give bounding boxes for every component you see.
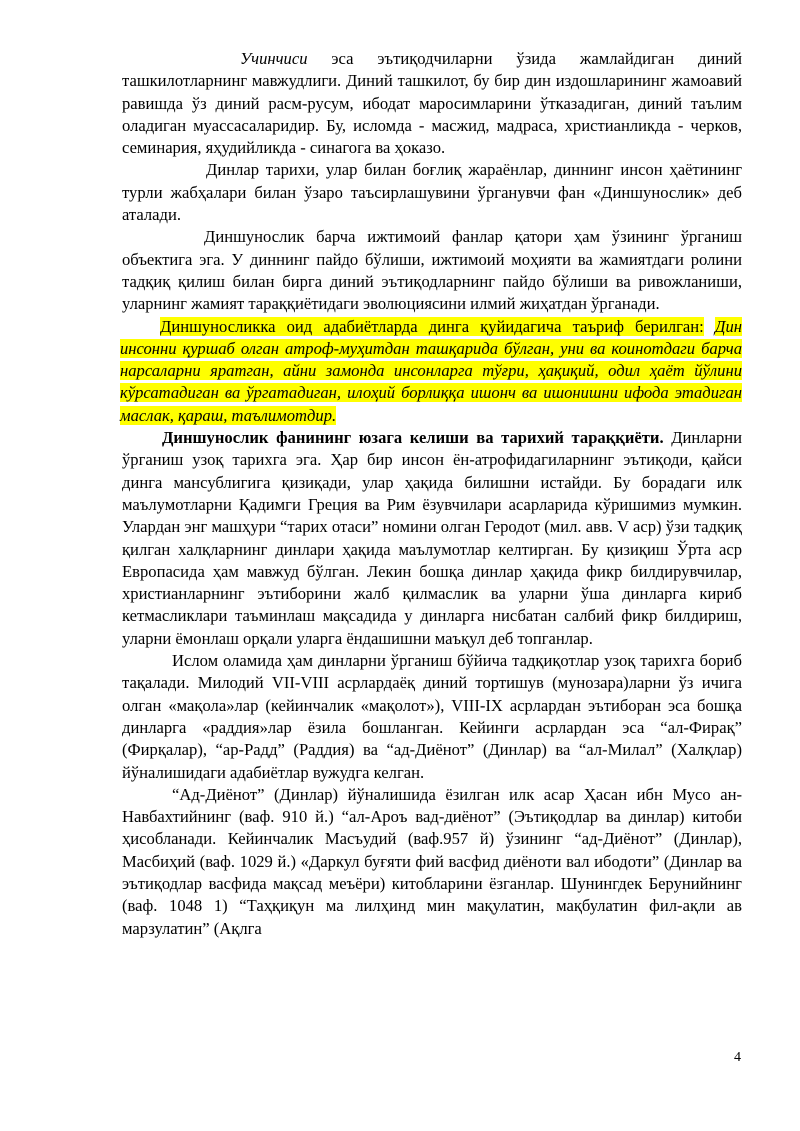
paragraph-ad-diyonot: “Ад-Диёнот” (Динлар) йўналишида ёзилган илк асар Ҳасан ибн Мусо ан-Навбахтийнинг (ваф. 910 й.) “ал-Ароъ вад-диёнот” (Эътиқодлар ва динлар) китоби ҳисобланади. Кейинчалик Масъудий (ваф.957 й) ўзининг “ад-Диёнот” (Динлар), Масбиҳий (ваф. 1029 й.) «Даркул буғяти фий васфид диёноти вал ибодоти” (Динлар ва эътиқодлар васфида мақсад меъёри) китобларини ёзганлар. Шунингдек Берунийнинг (ваф. 1048 1) “Таҳқиқун ма лилҳинд мин мақулатин, мақбулатин фил-ақли ав марзулатин” (Ақлга bbox=[122, 784, 742, 938]
document-page bbox=[122, 48, 742, 940]
section-heading: Диншунослик фанининг юзага келиши ва тарихий тараққиёти. bbox=[162, 428, 664, 448]
page-number: 4 bbox=[734, 1050, 741, 1065]
paragraph-object-of-study: Диншунослик барча ижтимоий фанлар қатори ҳам ўзининг ўрганиш объектига эга. У диннинг пайдо бўлиши, ижтимоий моҳияти ва жамиятдаги ролини тадқиқ қилиш билан бирга диний эътиқодларнинг пайдо бўлиши ва ривожланиши, уларнинг жамият тараққиётидаги эволюциясини илмий жиҳатдан ўрганади. bbox=[122, 227, 742, 314]
definition-lead: Диншуносликка оид адабиётларда динга қуйидагича таъриф берилган: bbox=[160, 316, 704, 336]
paragraph-islamic-studies: Ислом оламида ҳам динларни ўрганиш бўйича тадқиқотлар узоқ тарихга бориб тақалади. Милодий VII-VIII асрлардаёқ диний тортишув (мунозара)ларни ўз ичига олган «мақола»лар (кейинчалик «мақолот»), VIII-IX асрлардан эътиборан эса бошқа динларга «раддия»лар ёзила бошланган. Кейинги асрлардан эса “ал-Фирақ” (Фирқалар), “ар-Радд” (Раддия) ва “ад-Диёнот” (Динлар) ва “ал-Милал” (Халқлар) йўналишидаги адабиётлар вужудга келган. bbox=[122, 651, 742, 782]
paragraph-third-feature bbox=[122, 48, 742, 159]
paragraph-history bbox=[122, 427, 742, 650]
definition-of-religion: Дин инсонни қуршаб олган атроф-муҳитдан ташқарида бўлган, уни ва коинотдаги барча нарсаларни яратган, айни замонда инсонларга тўғри, ҳақиқий, одил ҳаёт йўлини кўрсатадиган ва ўргатадиган, илоҳий борлиққа ишонч ва ишонишни ифода этадиган маслак, қараш, таълимотдир. bbox=[120, 316, 742, 425]
paragraph-text: Динларни ўрганиш узоқ тарихга эга. Ҳар бир инсон ён-атрофидагиларнинг эътиқоди, қайси динга мансублигига қизиқади, улар ҳақида билишни истайди. Бу борадаги илк маълумотларни Қадимги Греция ва Рим ёзувчилари асарларида кўришимиз мумкин. Улардан энг машҳури “тарих отаси” номини олган Геродот (мил. авв. V аср) ўзи тадқиқ қилган халқларнинг динлари ҳақида маълумотлар келтирган. Бу қизиқиш Ўрта аср Европасида ҳам мавжуд бўлган. Лекин бошқа динлар ҳақида фикр билдирувчилар, христианларнинг эътиборини жалб қилмаслик ва уларни ўша динларга кириб кетмасликлари таъминлаш мақсадида у динларга нисбатан салбий фикр билдириш, уларни ёмонлаш орқали уларга ёндашишни маъқул деб топганлар. bbox=[122, 428, 743, 648]
highlighted-definition-block bbox=[120, 316, 742, 427]
paragraph-text: эса эътиқодчиларни ўзида жамлайдиган диний ташкилотларнинг мавжудлиги. Диний ташкилот, бу бир дин издошларининг жамоавий равишда ўз диний расм-русум, ибодат маросимларини ўтказадиган, диний таълим оладиган муассасаларидир. Бу, исломда - масжид, мадраса, христианликда - черков, семинария, яҳудийликда - синагога ва ҳоказо. bbox=[122, 49, 742, 158]
paragraph-definition-religious-studies: Динлар тарихи, улар билан боғлиқ жараёнлар, диннинг инсон ҳаётининг турли жабҳалари билан ўзаро таъсирлашувини ўрганувчи фан «Диншунослик» деб аталади. bbox=[122, 160, 742, 225]
emphasis-word: Учинчиси bbox=[240, 49, 308, 68]
